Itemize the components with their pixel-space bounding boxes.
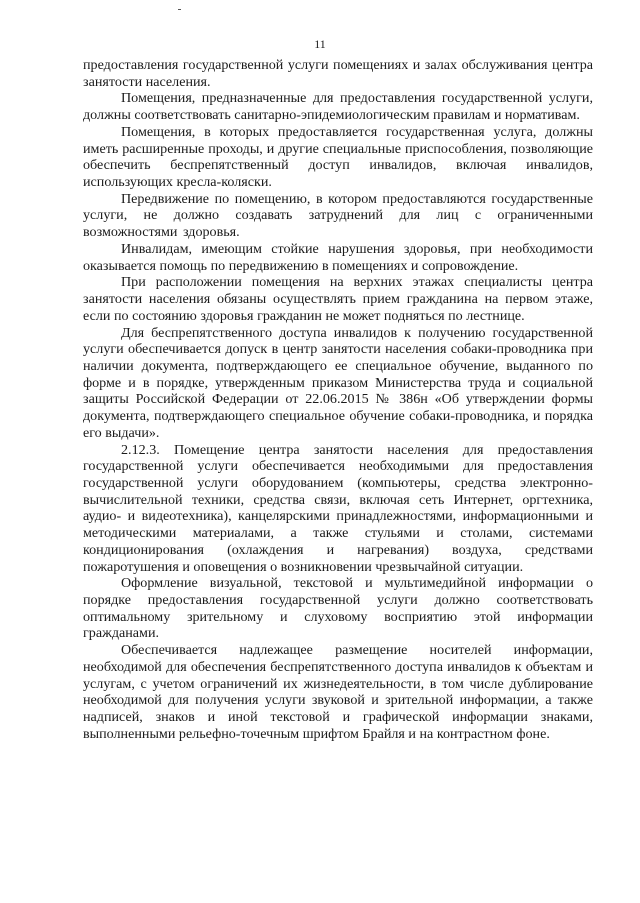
page-number: 11 [314,37,326,51]
body-text [83,57,593,742]
paragraph-premises-access: Помещения, в которых предоставляется государственная услуга, должны иметь расширенные проходы, и другие специальные приспособления, позволяющие обеспечить беспрепятственный доступ инвалидов, включая инвалидов, использующих кресла-коляски. [83,123,593,191]
paragraph-information-placement: Обеспечивается надлежащее размещение носителей информации, необходимой для обеспечения беспрепятственного доступа инвалидов к объектам и услугам, с учетом ограничений их жизнедеятельности, в том числе дублирование необходимой для получения услуги звуковой и зрительной информации, а также надписей, знаков и иной текстовой и графической информации знаками, выполненными рельефно-точечным шрифтом Брайля и на контрастном фоне. [83,642,593,742]
paragraph-upper-floors: При расположении помещения на верхних этажах специалисты центра занятости населения обязаны осуществлять прием гражданина на первом этаже, если по состоянию здоровья гражданин не может подняться по лестнице. [83,274,593,324]
paragraph-assistance: Инвалидам, имеющим стойкие нарушения здоровья, при необходимости оказывается помощь по передвижению в помещениях и сопровождение. [83,240,593,274]
paragraph-premises-sanitary: Помещения, предназначенные для предоставления государственной услуги, должны соответствовать санитарно-эпидемиологическим правилам и нормативам. [83,90,593,124]
paragraph-guide-dog: Для беспрепятственного доступа инвалидов к получению государственной услуги обеспечивается допуск в центр занятости населения собаки-проводника при наличии документа, подтверждающего ее специальное обучение, выданного по форме и в порядке, утвержденным приказом Министерства труда и социальной защиты Российской Федерации от 22.06.2015 № 386н «Об утверждении формы документа, подтверждающего специальное обучение собаки-проводника, и порядка его выдачи». [83,324,593,441]
paragraph-information-design: Оформление визуальной, текстовой и мультимедийной информации о порядке предоставления государственной услуги должно соответствовать оптимальному зрительному и слуховому восприятию этой информации гражданами. [83,575,593,642]
scan-mark [178,9,181,10]
paragraph-continuation: предоставления государственной услуги помещениях и залах обслуживания центра занятости населения. [83,57,593,90]
paragraph-movement: Передвижение по помещению, в котором предоставляются государственные услуги, не должно создавать затруднений для лиц с ограниченными возможностями здоровья. [83,190,593,241]
paragraph-2-12-3-equipment: 2.12.3. Помещение центра занятости населения для предоставления государственной услуги обеспечивается необходимыми для предоставления государственной услуги оборудованием (компьютеры, средства электронно-вычислительной техники, средства связи, включая сеть Интернет, оргтехника, аудио- и видеотехника), канцелярскими принадлежностями, информационными и методическими материалами, а также стульями и столами, системами кондиционирования (охлаждения и нагревания) воздуха, средствами пожаротушения и оповещения о возникновении чрезвычайной ситуации. [83,441,593,575]
